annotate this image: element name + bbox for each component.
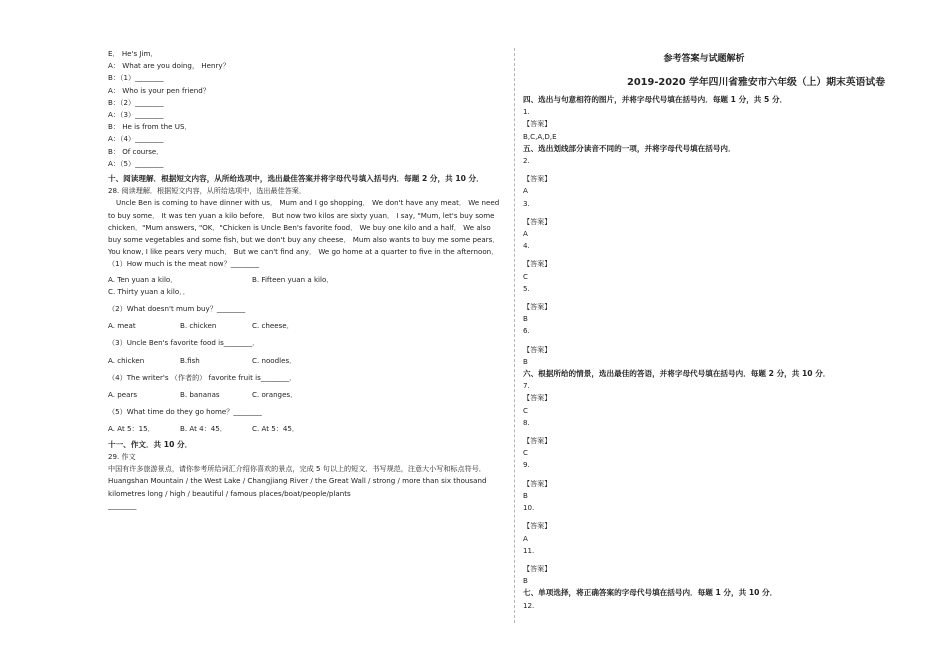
answer-label: 【答案】 <box>523 563 552 573</box>
option-a: A. chicken <box>108 355 145 365</box>
question-4-options <box>108 389 506 401</box>
question-number: 6. <box>523 326 530 336</box>
dialogue-line: A：（5）________ <box>108 158 164 168</box>
dialogue-line: A： What are you doing， Henry？ <box>108 61 230 71</box>
question-number: 9. <box>523 460 530 470</box>
question-number: 11. <box>523 545 535 555</box>
column-divider <box>514 48 515 623</box>
section-5-heading: 五、选出划线部分读音不同的一项，并将字母代号填在括号内． <box>523 143 736 153</box>
answer-label: 【答案】 <box>523 436 552 446</box>
question-number: 5. <box>523 283 530 293</box>
section-6-heading: 六、根据所给的情景，选出最佳的答语，并将字母代号填在括号内．每题 2 分，共 10 分． <box>523 369 831 379</box>
dialogue-line: A：（4）________ <box>108 134 164 144</box>
answer-label: 【答案】 <box>523 344 552 354</box>
essay-prompt: 中国有许多旅游景点，请你参考所给词汇介绍你喜欢的景点，完成 5 句以上的短文．书写规范，注意大小写和标点符号． <box>108 464 486 474</box>
answer-value: A <box>523 533 528 543</box>
answer-value: B <box>523 490 528 500</box>
question-5: （5）What time do they go home？________ <box>108 407 262 417</box>
left-column <box>108 48 506 512</box>
answer-label: 【答案】 <box>523 259 552 269</box>
dialogue-line: B：（1）________ <box>108 73 164 83</box>
option-b: B. At 4：45． <box>180 424 227 434</box>
question-2-options <box>108 320 506 332</box>
answer-label: 【答案】 <box>523 478 552 488</box>
answer-value: B,C,A,D,E <box>523 131 557 141</box>
essay-word-bank: Huangshan Mountain / the West Lake / Changjiang River / the Great Wall / strong / more than six thousand kilometres long / high / beautiful / famous places/boat/people/plants <box>108 476 487 498</box>
answer-key-title: 参考答案与试题解析 <box>663 54 745 64</box>
option-a: A. At 5：15． <box>108 424 155 434</box>
answer-value: C <box>523 405 528 415</box>
essay-answer-blank: ________ <box>108 500 137 510</box>
option-b: B. bananas <box>180 390 220 400</box>
question-4: （4）The writer's （作者的） favorite fruit is________． <box>108 372 297 382</box>
right-column <box>523 48 885 612</box>
question-number: 12. <box>523 600 535 610</box>
question-number: 7. <box>523 381 530 391</box>
answer-value: C <box>523 448 528 458</box>
dialogue-line: A：（3）________ <box>108 110 164 120</box>
option-c: C. cheese． <box>252 321 294 331</box>
option-a: A. meat <box>108 321 136 331</box>
question-number: 8. <box>523 417 530 427</box>
reading-passage: Uncle Ben is coming to have dinner with us． Mum and I go shopping． We don't have any meat． We need to buy some． It was ten yuan a kilo before． But now two kilos are sixty yuan． I say, "Mum, let's buy some chicken．"Mum answers, "OK．"Chicken is Uncle Ben's favorite food． We buy one kilo and a half． We also buy some vegetables and some fish, but we don't buy any cheese． Mum also wants to buy me some pears． You know, I like pears very much． But we can't find any． We go home at a quarter to five in the afternoon． <box>108 198 500 257</box>
dialogue-line: B：（2）________ <box>108 97 164 107</box>
option-a: A. pears <box>108 390 138 400</box>
answer-label: 【答案】 <box>523 521 552 531</box>
option-c: C. noodles． <box>252 355 297 365</box>
question-number: 4. <box>523 241 530 251</box>
answer-value: C <box>523 271 528 281</box>
dialogue-line: A： Who is your pen friend？ <box>108 85 210 95</box>
question-2: （2）What doesn't mum buy？________ <box>108 304 246 314</box>
question-1-options <box>108 274 506 286</box>
option-c: C. At 5：45． <box>252 424 299 434</box>
answer-label: 【答案】 <box>523 216 552 226</box>
answer-value: B <box>523 314 528 324</box>
answer-label: 【答案】 <box>523 302 552 312</box>
question-number: 1. <box>523 107 530 117</box>
option-b: B. chicken <box>180 321 217 331</box>
option-b: B.fish <box>180 355 200 365</box>
section-10-heading: 十、阅读理解．根据短文内容，从所给选项中，选出最佳答案并将字母代号填入括号内．每题 2 分，共 10 分． <box>108 174 484 184</box>
answer-label: 【答案】 <box>523 174 552 184</box>
question-number: 2. <box>523 156 530 166</box>
question-number: 10. <box>523 503 535 513</box>
question-1: （1）How much is the meat now？________ <box>108 259 260 269</box>
question-29-label: 29. 作文 <box>108 451 136 461</box>
answer-value: A <box>523 229 528 239</box>
option-c: C. oranges． <box>252 390 298 400</box>
dialogue-line: B： He is from the US． <box>108 122 192 132</box>
question-5-options <box>108 423 506 435</box>
dialogue-line: E． He's Jim． <box>108 49 158 58</box>
section-7-heading: 七、单项选择，将正确答案的字母代号填在括号内．每题 1 分，共 10 分． <box>523 588 778 598</box>
question-3-options <box>108 355 506 367</box>
answer-label: 【答案】 <box>523 119 552 129</box>
section-4-heading: 四、选出与句意相符的图片，并将字母代号填在括号内．每题 1 分，共 5 分． <box>523 95 788 104</box>
question-number: 3. <box>523 198 530 208</box>
answer-value: B <box>523 576 528 586</box>
question-3: （3）Uncle Ben's favorite food is________． <box>108 338 260 348</box>
answer-label: 【答案】 <box>523 393 552 403</box>
answer-value: A <box>523 186 528 196</box>
section-11-heading: 十一、作文．共 10 分． <box>108 439 193 449</box>
option-b: B. Fifteen yuan a kilo． <box>252 274 334 284</box>
question-28-label: 28. 阅读理解．根据短文内容，从所给选项中，选出最佳答案． <box>108 186 306 196</box>
option-c: C. Thirty yuan a kilo．． <box>108 286 190 296</box>
exam-title: 2019-2020 学年四川省雅安市六年级（上）期末英语试卷 <box>627 77 885 88</box>
option-a: A. Ten yuan a kilo． <box>108 274 178 284</box>
dialogue-line: B： Of course． <box>108 146 164 156</box>
answer-value: B <box>523 356 528 366</box>
